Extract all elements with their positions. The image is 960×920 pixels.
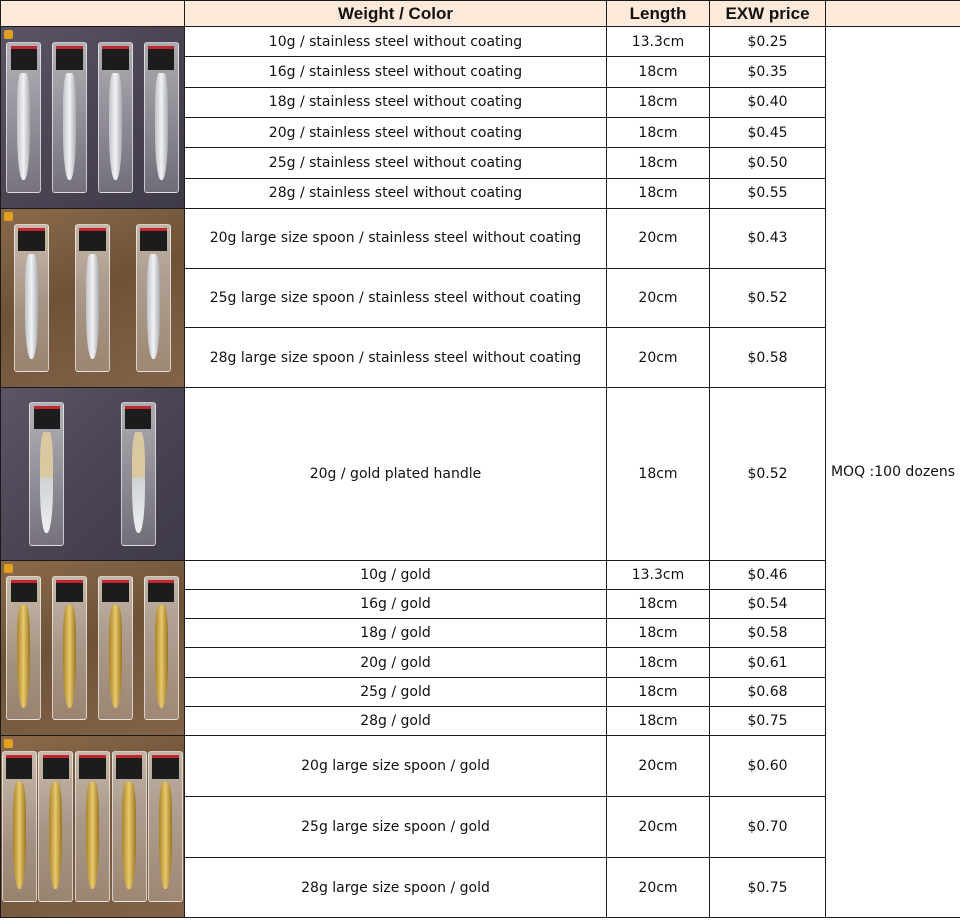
length-cell: 18cm xyxy=(607,677,710,706)
length-cell: 13.3cm xyxy=(607,561,710,590)
weight-color-cell: 20g large size spoon / stainless steel without coating xyxy=(185,209,607,269)
product-photo-icon xyxy=(1,388,184,560)
weight-color-cell: 20g / stainless steel without coating xyxy=(185,117,607,147)
badge-icon xyxy=(4,30,13,39)
badge-icon xyxy=(4,212,13,221)
length-cell: 20cm xyxy=(607,268,710,328)
price-cell: $0.46 xyxy=(710,561,826,590)
product-image-gold-large-spoons xyxy=(1,736,185,918)
price-cell: $0.61 xyxy=(710,648,826,677)
length-cell: 20cm xyxy=(607,328,710,388)
length-cell: 18cm xyxy=(607,388,710,561)
weight-color-cell: 28g large size spoon / gold xyxy=(185,858,607,918)
price-cell: $0.43 xyxy=(710,209,826,269)
product-image-silver-large-spoons xyxy=(1,209,185,388)
product-photo-icon xyxy=(1,209,184,387)
weight-color-cell: 18g / stainless steel without coating xyxy=(185,87,607,117)
header-image-column xyxy=(1,1,185,27)
length-cell: 18cm xyxy=(607,87,710,117)
table-row xyxy=(1,209,960,269)
weight-color-cell: 28g / gold xyxy=(185,706,607,735)
badge-icon xyxy=(4,564,13,573)
header-row xyxy=(1,1,960,27)
weight-color-cell: 10g / stainless steel without coating xyxy=(185,27,607,57)
weight-color-cell: 16g / gold xyxy=(185,590,607,619)
price-cell: $0.70 xyxy=(710,797,826,858)
table-row xyxy=(1,388,960,561)
weight-color-cell: 16g / stainless steel without coating xyxy=(185,57,607,87)
weight-color-cell: 25g / stainless steel without coating xyxy=(185,148,607,178)
price-cell: $0.54 xyxy=(710,590,826,619)
table-row xyxy=(1,736,960,797)
price-cell: $0.60 xyxy=(710,736,826,797)
weight-color-cell: 25g / gold xyxy=(185,677,607,706)
header-weight-color: Weight / Color xyxy=(185,1,607,27)
weight-color-cell: 20g / gold plated handle xyxy=(185,388,607,561)
length-cell: 18cm xyxy=(607,57,710,87)
length-cell: 18cm xyxy=(607,706,710,735)
length-cell: 18cm xyxy=(607,178,710,208)
product-photo-icon xyxy=(1,27,184,208)
weight-color-cell: 28g / stainless steel without coating xyxy=(185,178,607,208)
length-cell: 20cm xyxy=(607,209,710,269)
length-cell: 18cm xyxy=(607,619,710,648)
price-cell: $0.75 xyxy=(710,858,826,918)
length-cell: 20cm xyxy=(607,797,710,858)
price-cell: $0.55 xyxy=(710,178,826,208)
price-cell: $0.58 xyxy=(710,619,826,648)
weight-color-cell: 10g / gold xyxy=(185,561,607,590)
price-cell: $0.52 xyxy=(710,388,826,561)
badge-icon xyxy=(4,739,13,748)
price-cell: $0.25 xyxy=(710,27,826,57)
header-extra xyxy=(826,1,960,27)
header-exw-price: EXW price xyxy=(710,1,826,27)
length-cell: 18cm xyxy=(607,117,710,147)
header-length: Length xyxy=(607,1,710,27)
length-cell: 20cm xyxy=(607,736,710,797)
length-cell: 18cm xyxy=(607,648,710,677)
length-cell: 18cm xyxy=(607,148,710,178)
length-cell: 20cm xyxy=(607,858,710,918)
product-photo-icon xyxy=(1,736,184,917)
weight-color-cell: 25g large size spoon / gold xyxy=(185,797,607,858)
price-cell: $0.35 xyxy=(710,57,826,87)
weight-color-cell: 20g large size spoon / gold xyxy=(185,736,607,797)
price-cell: $0.50 xyxy=(710,148,826,178)
weight-color-cell: 20g / gold xyxy=(185,648,607,677)
product-image-silver-sets xyxy=(1,27,185,209)
price-cell: $0.52 xyxy=(710,268,826,328)
price-cell: $0.45 xyxy=(710,117,826,147)
price-cell: $0.75 xyxy=(710,706,826,735)
moq-note: MOQ :100 dozens xyxy=(826,27,960,918)
weight-color-cell: 25g large size spoon / stainless steel without coating xyxy=(185,268,607,328)
product-image-gold-handle xyxy=(1,388,185,561)
product-image-gold-sets xyxy=(1,561,185,736)
product-photo-icon xyxy=(1,561,184,735)
length-cell: 18cm xyxy=(607,590,710,619)
price-cell: $0.40 xyxy=(710,87,826,117)
price-cell: $0.58 xyxy=(710,328,826,388)
weight-color-cell: 28g large size spoon / stainless steel without coating xyxy=(185,328,607,388)
weight-color-cell: 18g / gold xyxy=(185,619,607,648)
price-cell: $0.68 xyxy=(710,677,826,706)
length-cell: 13.3cm xyxy=(607,27,710,57)
table-row xyxy=(1,561,960,590)
table-row xyxy=(1,27,960,57)
